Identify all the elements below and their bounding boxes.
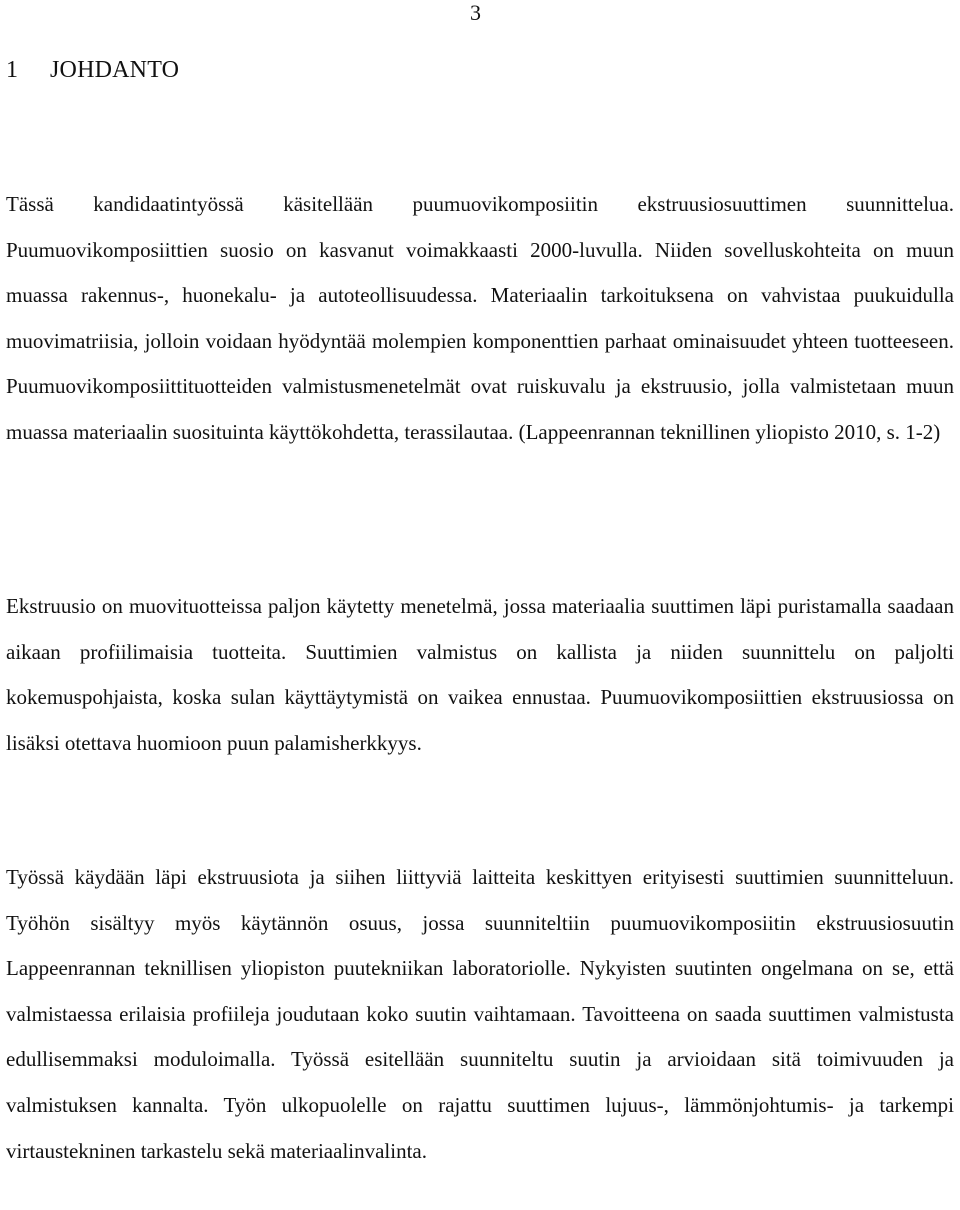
paragraph-introduction: Tässä kandidaatintyössä käsitellään puumuovikomposiitin ekstruusiosuuttimen suunnittelua. Puumuovikomposiittien suosio on kasvanut voimakkaasti 2000-luvulla. Niiden sovelluskohteita on muun muassa rakennus-, huonekalu- ja autoteollisuudessa. Materiaalin tarkoituksena on vahvistaa puukuidulla muovimatriisia, jolloin voidaan hyödyntää molempien komponenttien parhaat ominaisuudet yhteen tuotteeseen. Puumuovikomposiittituotteiden valmistusmenetelmät ovat ruiskuvalu ja ekstruusio, jolla valmistetaan muun muassa materiaalin suosituinta käyttökohdetta, terassilautaa. (Lappeenrannan teknillinen yliopisto 2010, s. 1-2) <box>6 192 954 444</box>
section-title: JOHDANTO <box>50 57 180 83</box>
paragraph-scope: Työssä käydään läpi ekstruusiota ja siihen liittyviä laitteita keskittyen erityisesti suuttimien suunnitteluun. Työhön sisältyy myös käytännön osuus, jossa suunniteltiin puumuovikomposiitin ekstruusiosuutin Lappeenrannan teknillisen yliopiston puutekniikan laboratoriolle. Nykyisten suutinten ongelmana on se, että valmistaessa erilaisia profiileja joudutaan koko suutin vaihtamaan. Tavoitteena on saada suuttimen valmistusta edullisemmaksi moduloimalla. Työssä esitellään suunniteltu suutin ja arvioidaan sitä toimivuuden ja valmistuksen kannalta. Työn ulkopuolelle on rajattu suuttimen lujuus-, lämmönjohtumis- ja tarkempi virtaustekninen tarkastelu sekä materiaalinvalinta. <box>6 865 954 1163</box>
section-heading <box>6 56 179 84</box>
section-number: 1 <box>6 57 19 83</box>
paragraph-extrusion: Ekstruusio on muovituotteissa paljon käytetty menetelmä, jossa materiaalia suuttimen läpi puristamalla saadaan aikaan profiilimaisia tuotteita. Suuttimien valmistus on kallista ja niiden suunnittelu on paljolti kokemuspohjaista, koska sulan käyttäytymistä on vaikea ennustaa. Puumuovikomposiittien ekstruusiossa on lisäksi otettava huomioon puun palamisherkkyys. <box>6 594 954 755</box>
page-number: 3 <box>470 0 481 25</box>
